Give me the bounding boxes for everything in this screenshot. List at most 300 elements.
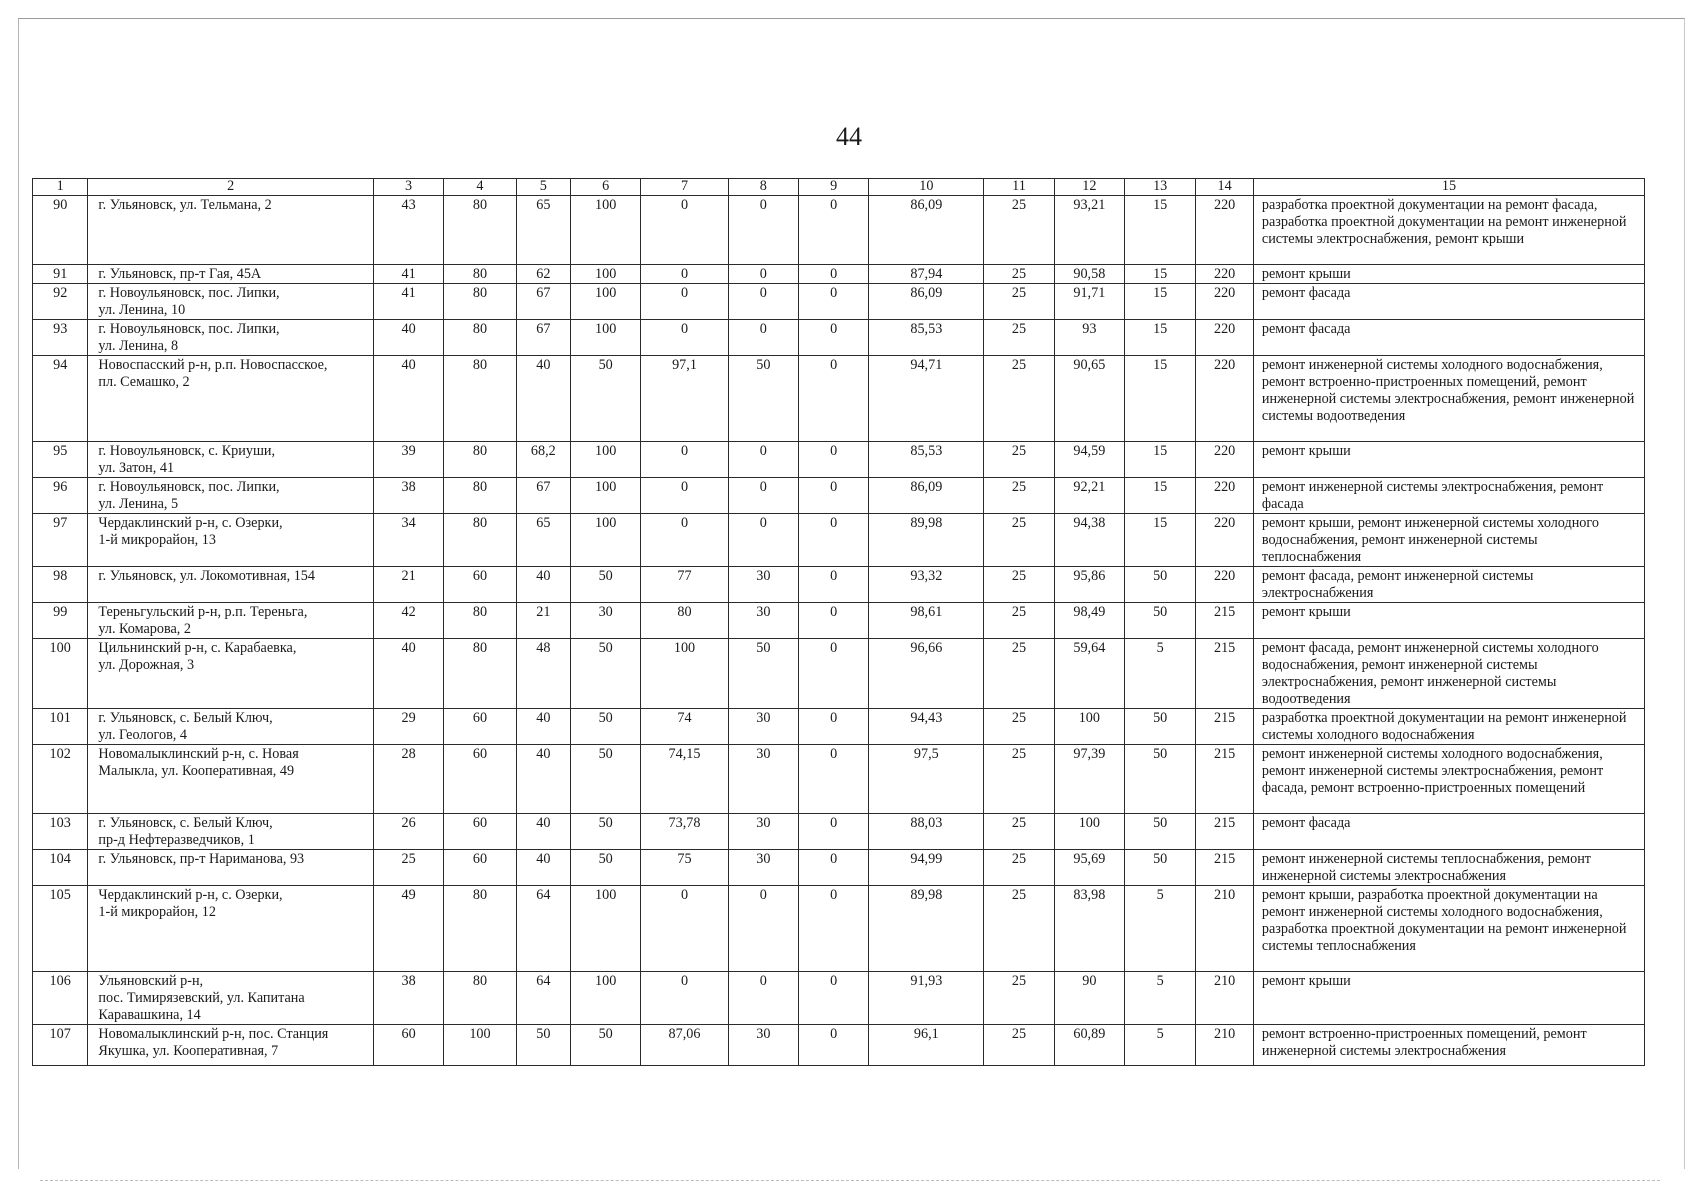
cell-col-12: 93,21 <box>1054 196 1124 265</box>
cell-col-11: 25 <box>984 196 1054 265</box>
cell-col-9: 0 <box>798 356 868 442</box>
cell-col-6: 50 <box>571 814 641 850</box>
cell-col-8: 0 <box>728 320 798 356</box>
cell-col-12: 94,59 <box>1054 442 1124 478</box>
cell-col-11: 25 <box>984 603 1054 639</box>
cell-col-13: 5 <box>1124 639 1195 709</box>
cell-col-5: 40 <box>516 850 570 886</box>
cell-col-4: 80 <box>444 478 516 514</box>
table-row <box>33 567 1645 603</box>
cell-col-4: 100 <box>444 1025 516 1066</box>
cell-col-3: 39 <box>373 442 443 478</box>
cell-col-13: 50 <box>1124 814 1195 850</box>
cell-row-number: 95 <box>33 442 88 478</box>
cell-col-11: 25 <box>984 1025 1054 1066</box>
cell-col-13: 50 <box>1124 603 1195 639</box>
repair-register-table <box>32 178 1645 1066</box>
cell-planned-works: ремонт инженерной системы холодного водоснабжения, ремонт встроенно-пристроенных помещений, ремонт инженерной системы электроснабжения, ремонт инженерной системы водоотведения <box>1253 356 1644 442</box>
cell-col-7: 0 <box>641 514 728 567</box>
cell-col-11: 25 <box>984 886 1054 972</box>
cell-col-8: 30 <box>728 567 798 603</box>
cell-col-6: 50 <box>571 745 641 814</box>
cell-col-9: 0 <box>798 320 868 356</box>
cell-col-8: 0 <box>728 514 798 567</box>
cell-col-13: 50 <box>1124 709 1195 745</box>
cell-col-4: 80 <box>444 284 516 320</box>
cell-col-12: 94,38 <box>1054 514 1124 567</box>
cell-address: Новомалыклинский р-н, пос. Станция Якушка, ул. Кооперативная, 7 <box>88 1025 374 1066</box>
cell-col-5: 62 <box>516 265 570 284</box>
cell-col-3: 40 <box>373 639 443 709</box>
cell-col-14: 215 <box>1196 603 1254 639</box>
cell-col-14: 220 <box>1196 320 1254 356</box>
scan-noise-line <box>40 1180 1660 1181</box>
cell-col-6: 100 <box>571 478 641 514</box>
cell-col-3: 25 <box>373 850 443 886</box>
cell-col-10: 86,09 <box>869 196 984 265</box>
cell-col-12: 60,89 <box>1054 1025 1124 1066</box>
cell-col-12: 95,86 <box>1054 567 1124 603</box>
cell-planned-works: ремонт фасада, ремонт инженерной системы холодного водоснабжения, ремонт инженерной системы электроснабжения, ремонт инженерной системы водоотведения <box>1253 639 1644 709</box>
cell-col-8: 30 <box>728 1025 798 1066</box>
cell-col-10: 87,94 <box>869 265 984 284</box>
cell-col-14: 220 <box>1196 356 1254 442</box>
cell-col-14: 220 <box>1196 478 1254 514</box>
cell-col-12: 98,49 <box>1054 603 1124 639</box>
cell-col-13: 50 <box>1124 850 1195 886</box>
cell-col-6: 50 <box>571 356 641 442</box>
cell-col-5: 68,2 <box>516 442 570 478</box>
cell-col-6: 100 <box>571 320 641 356</box>
cell-col-4: 60 <box>444 814 516 850</box>
cell-col-10: 94,43 <box>869 709 984 745</box>
cell-col-7: 100 <box>641 639 728 709</box>
cell-col-4: 80 <box>444 886 516 972</box>
cell-col-5: 21 <box>516 603 570 639</box>
cell-col-3: 41 <box>373 284 443 320</box>
table-row <box>33 886 1645 972</box>
cell-row-number: 101 <box>33 709 88 745</box>
cell-col-12: 90,58 <box>1054 265 1124 284</box>
cell-col-9: 0 <box>798 886 868 972</box>
cell-col-11: 25 <box>984 814 1054 850</box>
cell-col-8: 50 <box>728 639 798 709</box>
table-row <box>33 745 1645 814</box>
cell-col-14: 220 <box>1196 514 1254 567</box>
cell-address: Чердаклинский р-н, с. Озерки, 1-й микрорайон, 13 <box>88 514 374 567</box>
table-row <box>33 284 1645 320</box>
cell-address: г. Новоульяновск, с. Криуши, ул. Затон, 41 <box>88 442 374 478</box>
cell-col-8: 0 <box>728 265 798 284</box>
cell-col-8: 30 <box>728 850 798 886</box>
cell-col-14: 215 <box>1196 814 1254 850</box>
cell-col-14: 215 <box>1196 639 1254 709</box>
cell-col-5: 64 <box>516 886 570 972</box>
cell-col-14: 215 <box>1196 745 1254 814</box>
table-row <box>33 320 1645 356</box>
cell-row-number: 90 <box>33 196 88 265</box>
cell-planned-works: ремонт крыши <box>1253 265 1644 284</box>
cell-planned-works: ремонт крыши <box>1253 442 1644 478</box>
cell-col-12: 91,71 <box>1054 284 1124 320</box>
cell-col-14: 220 <box>1196 567 1254 603</box>
cell-col-9: 0 <box>798 745 868 814</box>
column-header-7: 7 <box>641 179 728 196</box>
cell-col-6: 100 <box>571 196 641 265</box>
cell-col-8: 0 <box>728 442 798 478</box>
cell-col-5: 67 <box>516 284 570 320</box>
cell-col-6: 100 <box>571 284 641 320</box>
cell-col-6: 50 <box>571 850 641 886</box>
cell-planned-works: ремонт крыши <box>1253 603 1644 639</box>
cell-col-4: 80 <box>444 603 516 639</box>
cell-col-4: 60 <box>444 709 516 745</box>
cell-col-14: 220 <box>1196 442 1254 478</box>
cell-address: г. Новоульяновск, пос. Липки, ул. Ленина, 8 <box>88 320 374 356</box>
cell-address: г. Ульяновск, ул. Тельмана, 2 <box>88 196 374 265</box>
cell-col-4: 80 <box>444 265 516 284</box>
cell-col-5: 48 <box>516 639 570 709</box>
cell-col-3: 60 <box>373 1025 443 1066</box>
cell-col-8: 0 <box>728 478 798 514</box>
cell-col-5: 40 <box>516 814 570 850</box>
cell-row-number: 98 <box>33 567 88 603</box>
table-row <box>33 265 1645 284</box>
cell-address: Новомалыклинский р-н, с. Новая Малыкла, ул. Кооперативная, 49 <box>88 745 374 814</box>
cell-col-7: 0 <box>641 265 728 284</box>
column-header-10: 10 <box>869 179 984 196</box>
table-row <box>33 814 1645 850</box>
cell-planned-works: ремонт встроенно-пристроенных помещений, ремонт инженерной системы электроснабжения <box>1253 1025 1644 1066</box>
cell-col-4: 80 <box>444 639 516 709</box>
cell-col-9: 0 <box>798 442 868 478</box>
cell-col-12: 93 <box>1054 320 1124 356</box>
cell-planned-works: ремонт крыши, ремонт инженерной системы холодного водоснабжения, ремонт инженерной системы теплоснабжения <box>1253 514 1644 567</box>
table-row <box>33 442 1645 478</box>
cell-col-7: 0 <box>641 284 728 320</box>
cell-col-9: 0 <box>798 196 868 265</box>
cell-col-3: 49 <box>373 886 443 972</box>
cell-col-14: 210 <box>1196 886 1254 972</box>
cell-planned-works: ремонт фасада <box>1253 320 1644 356</box>
cell-col-3: 21 <box>373 567 443 603</box>
cell-col-5: 40 <box>516 745 570 814</box>
cell-col-13: 15 <box>1124 196 1195 265</box>
cell-col-10: 88,03 <box>869 814 984 850</box>
cell-col-11: 25 <box>984 514 1054 567</box>
cell-row-number: 94 <box>33 356 88 442</box>
cell-row-number: 100 <box>33 639 88 709</box>
cell-col-14: 210 <box>1196 1025 1254 1066</box>
cell-address: Новоспасский р-н, р.п. Новоспасское, пл. Семашко, 2 <box>88 356 374 442</box>
cell-col-4: 80 <box>444 196 516 265</box>
column-header-4: 4 <box>444 179 516 196</box>
table-row <box>33 1025 1645 1066</box>
cell-row-number: 92 <box>33 284 88 320</box>
cell-col-7: 73,78 <box>641 814 728 850</box>
column-header-5: 5 <box>516 179 570 196</box>
cell-planned-works: разработка проектной документации на ремонт инженерной системы холодного водоснабжения <box>1253 709 1644 745</box>
cell-col-12: 100 <box>1054 709 1124 745</box>
cell-planned-works: ремонт инженерной системы теплоснабжения, ремонт инженерной системы электроснабжения <box>1253 850 1644 886</box>
cell-col-8: 30 <box>728 603 798 639</box>
cell-col-7: 75 <box>641 850 728 886</box>
cell-col-13: 15 <box>1124 478 1195 514</box>
cell-col-3: 40 <box>373 356 443 442</box>
cell-address: г. Ульяновск, с. Белый Ключ, пр-д Нефтеразведчиков, 1 <box>88 814 374 850</box>
cell-col-13: 5 <box>1124 886 1195 972</box>
cell-col-11: 25 <box>984 478 1054 514</box>
cell-address: Чердаклинский р-н, с. Озерки, 1-й микрорайон, 12 <box>88 886 374 972</box>
cell-col-13: 15 <box>1124 265 1195 284</box>
cell-col-13: 15 <box>1124 284 1195 320</box>
cell-row-number: 103 <box>33 814 88 850</box>
cell-col-6: 30 <box>571 603 641 639</box>
cell-row-number: 96 <box>33 478 88 514</box>
cell-col-10: 98,61 <box>869 603 984 639</box>
cell-address: Ульяновский р-н, пос. Тимирязевский, ул. Капитана Каравашкина, 14 <box>88 972 374 1025</box>
cell-col-10: 89,98 <box>869 514 984 567</box>
cell-col-10: 89,98 <box>869 886 984 972</box>
cell-col-10: 85,53 <box>869 320 984 356</box>
table-row <box>33 603 1645 639</box>
cell-col-9: 0 <box>798 972 868 1025</box>
cell-address: г. Ульяновск, пр-т Нариманова, 93 <box>88 850 374 886</box>
cell-col-12: 100 <box>1054 814 1124 850</box>
cell-col-10: 94,99 <box>869 850 984 886</box>
cell-col-5: 40 <box>516 356 570 442</box>
cell-col-11: 25 <box>984 442 1054 478</box>
cell-col-14: 220 <box>1196 284 1254 320</box>
cell-planned-works: ремонт фасада <box>1253 814 1644 850</box>
cell-address: г. Ульяновск, пр-т Гая, 45А <box>88 265 374 284</box>
cell-col-12: 59,64 <box>1054 639 1124 709</box>
column-header-9: 9 <box>798 179 868 196</box>
cell-col-5: 40 <box>516 709 570 745</box>
cell-col-6: 100 <box>571 442 641 478</box>
table-row <box>33 478 1645 514</box>
cell-address: Цильнинский р-н, с. Карабаевка, ул. Дорожная, 3 <box>88 639 374 709</box>
cell-col-10: 97,5 <box>869 745 984 814</box>
cell-address: г. Ульяновск, ул. Локомотивная, 154 <box>88 567 374 603</box>
cell-col-4: 60 <box>444 850 516 886</box>
cell-col-3: 38 <box>373 972 443 1025</box>
cell-col-8: 0 <box>728 886 798 972</box>
cell-planned-works: ремонт крыши, разработка проектной документации на ремонт инженерной системы холодного водоснабжения, разработка проектной документации на ремонт инженерной системы теплоснабжения <box>1253 886 1644 972</box>
column-header-8: 8 <box>728 179 798 196</box>
cell-col-13: 5 <box>1124 972 1195 1025</box>
cell-col-10: 93,32 <box>869 567 984 603</box>
cell-row-number: 97 <box>33 514 88 567</box>
cell-col-7: 80 <box>641 603 728 639</box>
cell-col-9: 0 <box>798 567 868 603</box>
cell-col-8: 0 <box>728 284 798 320</box>
table-row <box>33 639 1645 709</box>
cell-col-3: 38 <box>373 478 443 514</box>
cell-col-6: 50 <box>571 1025 641 1066</box>
cell-col-3: 43 <box>373 196 443 265</box>
cell-address: г. Новоульяновск, пос. Липки, ул. Ленина, 5 <box>88 478 374 514</box>
cell-col-6: 100 <box>571 972 641 1025</box>
cell-col-9: 0 <box>798 265 868 284</box>
cell-col-7: 87,06 <box>641 1025 728 1066</box>
cell-col-4: 60 <box>444 745 516 814</box>
cell-col-10: 85,53 <box>869 442 984 478</box>
table-body <box>33 196 1645 1066</box>
column-header-2: 2 <box>88 179 374 196</box>
cell-col-4: 80 <box>444 972 516 1025</box>
cell-col-6: 50 <box>571 567 641 603</box>
cell-col-12: 97,39 <box>1054 745 1124 814</box>
page-number: 44 <box>836 122 862 151</box>
cell-col-9: 0 <box>798 850 868 886</box>
cell-col-11: 25 <box>984 320 1054 356</box>
cell-col-6: 50 <box>571 709 641 745</box>
cell-col-8: 30 <box>728 709 798 745</box>
cell-col-4: 80 <box>444 514 516 567</box>
cell-col-11: 25 <box>984 850 1054 886</box>
cell-col-4: 60 <box>444 567 516 603</box>
cell-col-11: 25 <box>984 972 1054 1025</box>
cell-col-9: 0 <box>798 709 868 745</box>
cell-col-12: 92,21 <box>1054 478 1124 514</box>
cell-col-7: 0 <box>641 442 728 478</box>
table-row <box>33 356 1645 442</box>
cell-row-number: 107 <box>33 1025 88 1066</box>
cell-col-6: 50 <box>571 639 641 709</box>
cell-col-10: 96,66 <box>869 639 984 709</box>
cell-col-3: 41 <box>373 265 443 284</box>
cell-col-12: 83,98 <box>1054 886 1124 972</box>
cell-address: Тереньгульский р-н, р.п. Тереньга, ул. Комарова, 2 <box>88 603 374 639</box>
cell-col-11: 25 <box>984 745 1054 814</box>
cell-col-11: 25 <box>984 639 1054 709</box>
cell-col-7: 0 <box>641 196 728 265</box>
table-row <box>33 709 1645 745</box>
cell-col-6: 100 <box>571 514 641 567</box>
cell-col-4: 80 <box>444 320 516 356</box>
cell-col-9: 0 <box>798 514 868 567</box>
cell-row-number: 93 <box>33 320 88 356</box>
column-header-6: 6 <box>571 179 641 196</box>
cell-col-5: 67 <box>516 478 570 514</box>
table-row <box>33 196 1645 265</box>
cell-row-number: 91 <box>33 265 88 284</box>
cell-col-8: 0 <box>728 196 798 265</box>
cell-address: г. Новоульяновск, пос. Липки, ул. Ленина, 10 <box>88 284 374 320</box>
cell-col-11: 25 <box>984 356 1054 442</box>
cell-col-13: 15 <box>1124 320 1195 356</box>
cell-col-12: 95,69 <box>1054 850 1124 886</box>
cell-col-5: 65 <box>516 514 570 567</box>
cell-col-3: 28 <box>373 745 443 814</box>
cell-col-10: 86,09 <box>869 284 984 320</box>
cell-col-3: 40 <box>373 320 443 356</box>
cell-col-8: 30 <box>728 745 798 814</box>
cell-col-13: 50 <box>1124 745 1195 814</box>
cell-row-number: 106 <box>33 972 88 1025</box>
column-header-15: 15 <box>1253 179 1644 196</box>
cell-col-6: 100 <box>571 265 641 284</box>
cell-col-3: 42 <box>373 603 443 639</box>
cell-col-7: 0 <box>641 972 728 1025</box>
cell-address: г. Ульяновск, с. Белый Ключ, ул. Геологов, 4 <box>88 709 374 745</box>
cell-planned-works: разработка проектной документации на ремонт фасада, разработка проектной документации на ремонт инженерной системы электроснабжения, ремонт крыши <box>1253 196 1644 265</box>
cell-col-13: 15 <box>1124 442 1195 478</box>
cell-col-9: 0 <box>798 639 868 709</box>
cell-col-7: 97,1 <box>641 356 728 442</box>
cell-col-10: 86,09 <box>869 478 984 514</box>
column-header-12: 12 <box>1054 179 1124 196</box>
cell-row-number: 104 <box>33 850 88 886</box>
cell-col-13: 50 <box>1124 567 1195 603</box>
column-header-14: 14 <box>1196 179 1254 196</box>
cell-col-7: 74,15 <box>641 745 728 814</box>
cell-col-13: 15 <box>1124 514 1195 567</box>
cell-col-4: 80 <box>444 442 516 478</box>
cell-col-13: 5 <box>1124 1025 1195 1066</box>
cell-col-8: 30 <box>728 814 798 850</box>
column-header-3: 3 <box>373 179 443 196</box>
cell-col-14: 220 <box>1196 196 1254 265</box>
cell-col-6: 100 <box>571 886 641 972</box>
cell-planned-works: ремонт инженерной системы электроснабжения, ремонт фасада <box>1253 478 1644 514</box>
cell-planned-works: ремонт инженерной системы холодного водоснабжения, ремонт инженерной системы электроснабжения, ремонт фасада, ремонт встроенно-пристроенных помещений <box>1253 745 1644 814</box>
cell-col-5: 64 <box>516 972 570 1025</box>
cell-col-10: 96,1 <box>869 1025 984 1066</box>
table-row <box>33 972 1645 1025</box>
column-header-13: 13 <box>1124 179 1195 196</box>
cell-col-12: 90 <box>1054 972 1124 1025</box>
cell-col-8: 50 <box>728 356 798 442</box>
table-row <box>33 850 1645 886</box>
cell-col-9: 0 <box>798 603 868 639</box>
cell-col-14: 215 <box>1196 709 1254 745</box>
cell-col-3: 29 <box>373 709 443 745</box>
cell-col-12: 90,65 <box>1054 356 1124 442</box>
cell-col-9: 0 <box>798 284 868 320</box>
cell-col-10: 91,93 <box>869 972 984 1025</box>
cell-col-9: 0 <box>798 1025 868 1066</box>
cell-planned-works: ремонт фасада <box>1253 284 1644 320</box>
table-row <box>33 514 1645 567</box>
cell-col-11: 25 <box>984 265 1054 284</box>
cell-col-10: 94,71 <box>869 356 984 442</box>
cell-col-3: 26 <box>373 814 443 850</box>
column-header-11: 11 <box>984 179 1054 196</box>
cell-col-9: 0 <box>798 814 868 850</box>
cell-col-3: 34 <box>373 514 443 567</box>
cell-col-7: 0 <box>641 320 728 356</box>
cell-planned-works: ремонт крыши <box>1253 972 1644 1025</box>
cell-col-7: 74 <box>641 709 728 745</box>
column-header-1: 1 <box>33 179 88 196</box>
cell-col-7: 0 <box>641 886 728 972</box>
cell-col-11: 25 <box>984 567 1054 603</box>
cell-col-14: 220 <box>1196 265 1254 284</box>
cell-col-9: 0 <box>798 478 868 514</box>
cell-col-7: 0 <box>641 478 728 514</box>
cell-col-5: 65 <box>516 196 570 265</box>
cell-row-number: 105 <box>33 886 88 972</box>
cell-col-5: 40 <box>516 567 570 603</box>
cell-col-14: 210 <box>1196 972 1254 1025</box>
cell-col-7: 77 <box>641 567 728 603</box>
cell-row-number: 99 <box>33 603 88 639</box>
cell-col-14: 215 <box>1196 850 1254 886</box>
cell-col-5: 67 <box>516 320 570 356</box>
cell-col-5: 50 <box>516 1025 570 1066</box>
